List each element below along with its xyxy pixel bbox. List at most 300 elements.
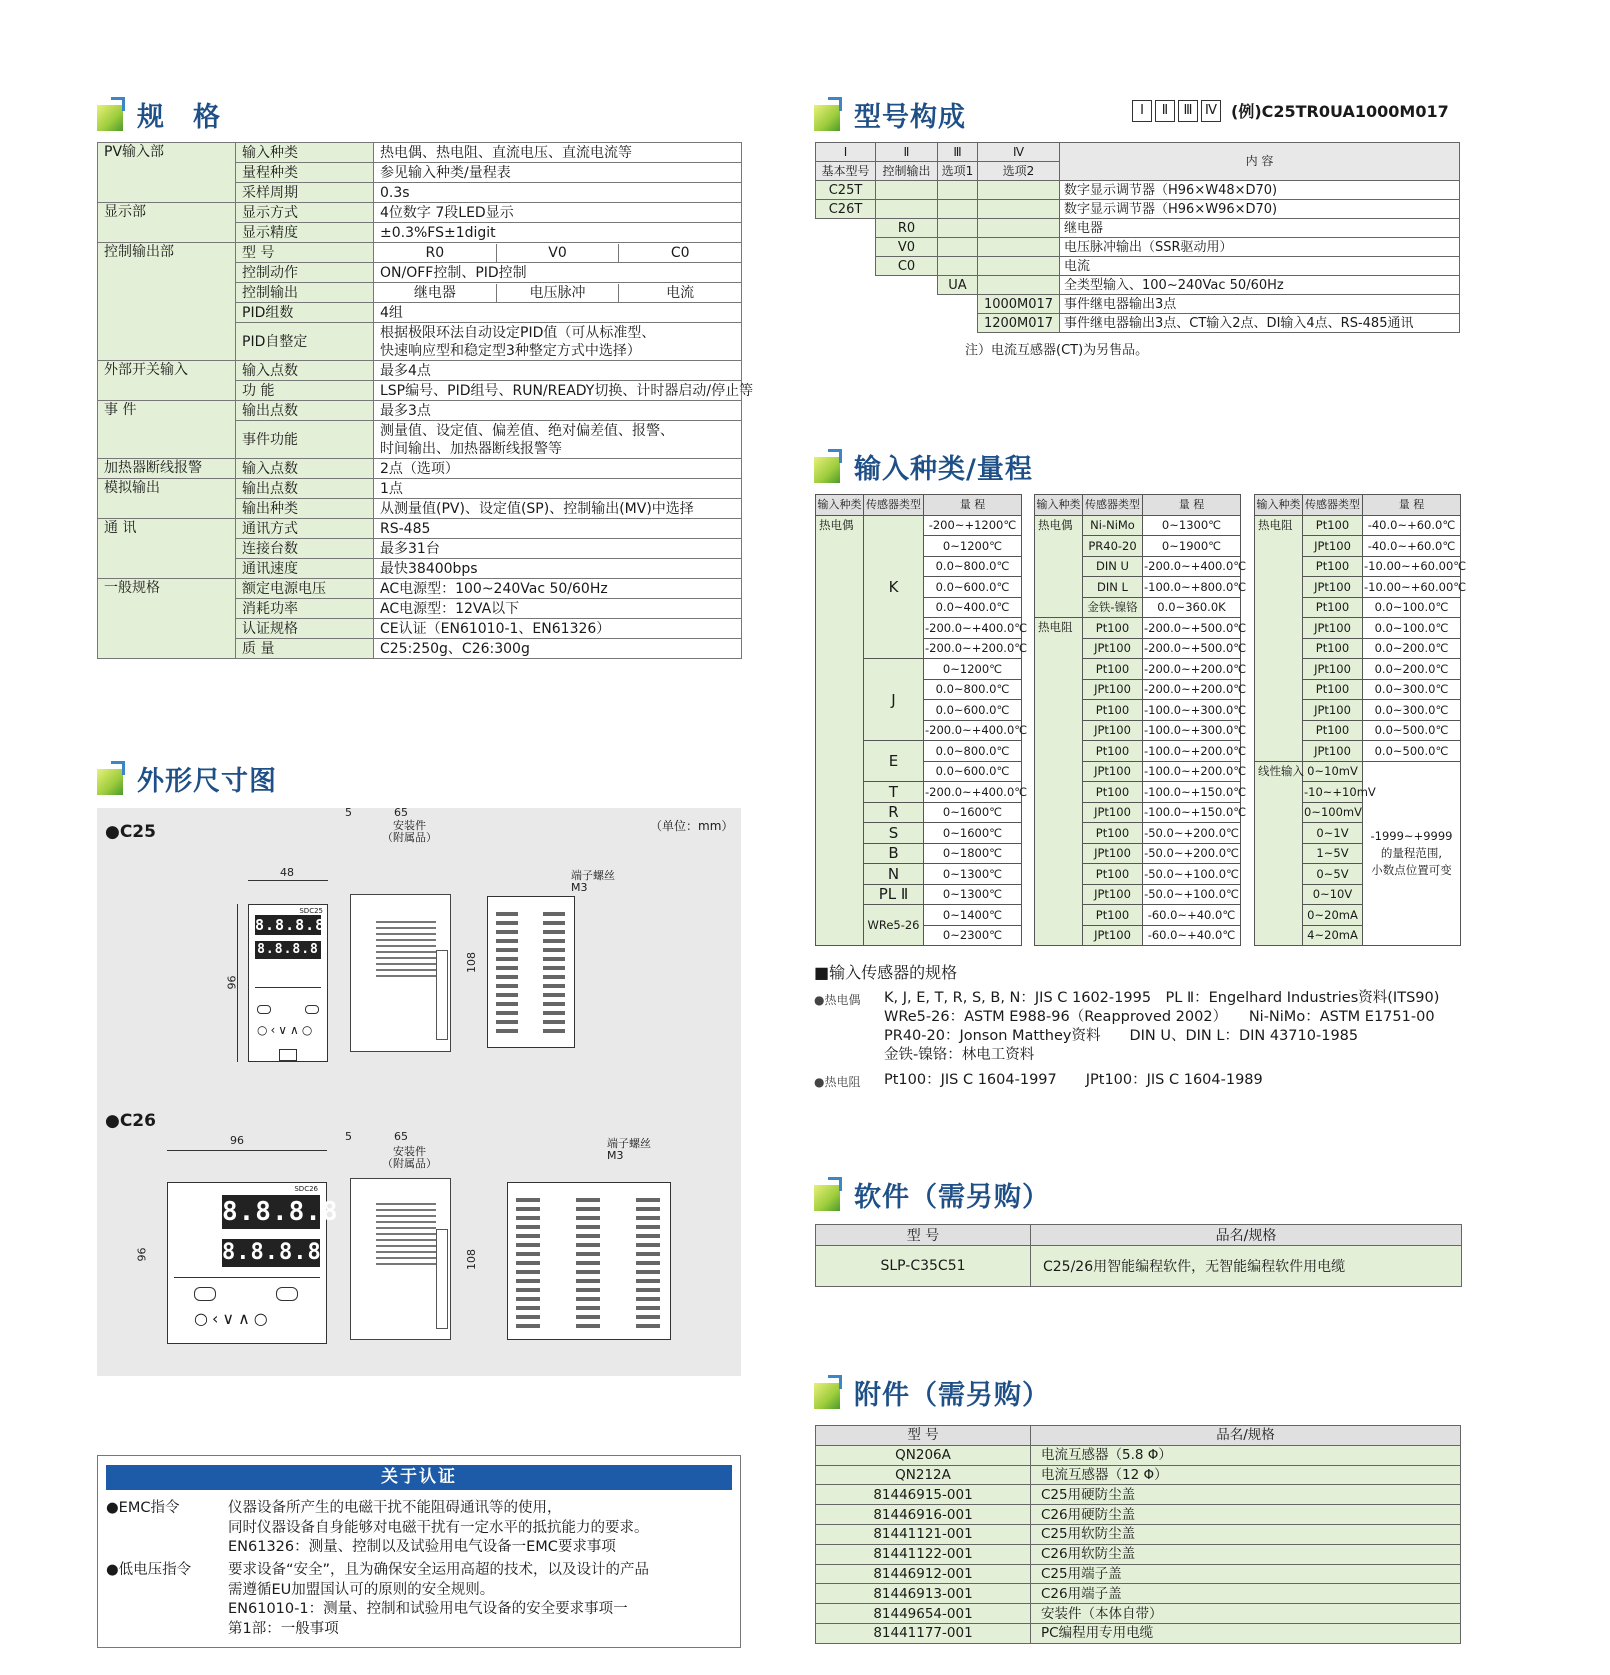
range-value: 0~1200℃ bbox=[924, 536, 1022, 557]
sensor-tc-line: 金铁-镍铬：林电工资料 bbox=[884, 1047, 1035, 1063]
range-sensor: JPt100 bbox=[1303, 536, 1363, 557]
model-head-output: 控制输出 bbox=[876, 162, 938, 181]
range-sensor: Pt100 bbox=[1083, 618, 1143, 639]
range-sensor: DIN U bbox=[1083, 556, 1143, 577]
spec-group: 显示部 bbox=[98, 203, 236, 243]
spec-value: CE认证（EN61010-1、EN61326） bbox=[374, 619, 742, 639]
range-value: -60.0~+40.0℃ bbox=[1143, 905, 1241, 926]
accessory-desc: PC编程用专用电缆 bbox=[1031, 1623, 1461, 1643]
accessory-desc: C26用端子盖 bbox=[1031, 1584, 1461, 1604]
range-value: -100.0~+800.0℃ bbox=[1143, 577, 1241, 598]
range-sensor: Pt100 bbox=[1303, 515, 1363, 536]
range-value: 0.0~500.0℃ bbox=[1363, 720, 1461, 741]
spec-value: 1点 bbox=[374, 479, 742, 499]
range-sensor: Pt100 bbox=[1083, 782, 1143, 803]
accessory-row bbox=[816, 1445, 1461, 1465]
range-value: -100.0~+200.0℃ bbox=[1143, 761, 1241, 782]
range-head-type: 输入种类 bbox=[1255, 495, 1303, 516]
spec-value: 参见输入种类/量程表 bbox=[374, 163, 742, 183]
accessory-row bbox=[816, 1604, 1461, 1624]
model-desc: 事件继电器输出3点 bbox=[1060, 295, 1460, 314]
range-table-3 bbox=[1254, 494, 1467, 946]
range-category: 热电偶 bbox=[1035, 515, 1083, 618]
range-sensor: JPt100 bbox=[1303, 741, 1363, 762]
dim-65: 65 bbox=[394, 1130, 408, 1143]
arrow-keys-icon: ○‹∨∧○ bbox=[194, 1309, 272, 1328]
range-value: -60.0~+40.0℃ bbox=[1143, 925, 1241, 946]
range-value: 0~1600℃ bbox=[924, 823, 1022, 844]
range-sensor: JPt100 bbox=[1083, 761, 1143, 782]
spec-row bbox=[98, 401, 742, 421]
spec-value: 最快38400bps bbox=[374, 559, 742, 579]
emc-text: 仪器设备所产生的电磁干扰不能阻碍通讯等的使用， 同时仪器设备自身能够对电磁干扰有一定水平的抵抗能力的要求。 EN61326：测量、控制以及试验用电气设备一EMC要求事项 bbox=[228, 1500, 649, 1555]
range-value: -50.0~+100.0℃ bbox=[1143, 864, 1241, 885]
range-table-2 bbox=[1034, 494, 1247, 946]
range-sensor: 0~10V bbox=[1303, 884, 1363, 905]
model-desc: 电流 bbox=[1060, 257, 1460, 276]
range-sensor: DIN L bbox=[1083, 577, 1143, 598]
terminal-block bbox=[516, 1193, 540, 1331]
range-value: -200.0~+400.0℃ bbox=[1143, 556, 1241, 577]
spec-item: 采样周期 bbox=[236, 183, 374, 203]
range-row bbox=[1255, 515, 1461, 536]
accessory-row bbox=[816, 1485, 1461, 1505]
side-terminals bbox=[436, 1229, 448, 1329]
range-sensor: -10~+10mV bbox=[1303, 782, 1363, 803]
range-sensor: Pt100 bbox=[1083, 864, 1143, 885]
accessory-row bbox=[816, 1524, 1461, 1544]
range-sensor: Pt100 bbox=[1303, 638, 1363, 659]
spec-item: 质 量 bbox=[236, 639, 374, 659]
spec-value bbox=[374, 243, 742, 263]
spec-group: 模拟输出 bbox=[98, 479, 236, 519]
range-table-1 bbox=[815, 494, 1028, 946]
spec-value: 从测量值(PV)、设定值(SP)、控制输出(MV)中选择 bbox=[374, 499, 742, 519]
software-head-desc: 品名/规格 bbox=[1031, 1225, 1462, 1246]
spec-value: AC电源型：100~240Vac 50/60Hz bbox=[374, 579, 742, 599]
dim-5: 5 bbox=[345, 1130, 352, 1143]
model-head-3: Ⅲ bbox=[938, 143, 978, 162]
model-row bbox=[816, 295, 1460, 314]
range-value: 0.0~800.0℃ bbox=[924, 741, 1022, 762]
range-sensor: Pt100 bbox=[1083, 905, 1143, 926]
spec-row bbox=[98, 459, 742, 479]
range-value: -200.0~+400.0℃ bbox=[924, 720, 1022, 741]
range-value: 0.0~300.0℃ bbox=[1363, 679, 1461, 700]
sensor-spec-title: ■输入传感器的规格 bbox=[814, 963, 958, 982]
section-bullet-icon bbox=[814, 449, 848, 483]
range-row bbox=[1035, 515, 1241, 536]
spec-item: 输出点数 bbox=[236, 479, 374, 499]
range-sensor: Pt100 bbox=[1303, 597, 1363, 618]
accessory-code: 81441121-001 bbox=[816, 1524, 1031, 1544]
dim-width-48: 48 bbox=[280, 866, 294, 879]
accessory-code: 81446912-001 bbox=[816, 1564, 1031, 1584]
range-head-type: 输入种类 bbox=[1035, 495, 1083, 516]
range-sensor: Ni-NiMo bbox=[1083, 515, 1143, 536]
spec-group: 外部开关输入 bbox=[98, 361, 236, 401]
accessory-desc: 电流互感器（5.8 Φ） bbox=[1031, 1445, 1461, 1465]
spec-item: 量程种类 bbox=[236, 163, 374, 183]
model-note: 注）电流互感器(CT)为另售品。 bbox=[965, 343, 1149, 358]
range-sensor: JPt100 bbox=[1083, 925, 1143, 946]
model-mark: SDC25 bbox=[299, 907, 323, 915]
range-sensor: J bbox=[864, 659, 924, 741]
range-value: 0.0~100.0℃ bbox=[1363, 597, 1461, 618]
range-value: -100.0~+300.0℃ bbox=[1143, 700, 1241, 721]
emc-label: ●EMC指令 bbox=[106, 1500, 180, 1516]
model-row bbox=[816, 276, 1460, 295]
spec-group: 一般规格 bbox=[98, 579, 236, 659]
spec-value: 热电偶、热电阻、直流电压、直流电流等 bbox=[374, 143, 742, 163]
spec-value-part: V0 bbox=[496, 244, 619, 262]
spec-group: PV输入部 bbox=[98, 143, 236, 203]
range-value: -40.0~+60.0℃ bbox=[1363, 536, 1461, 557]
range-head-range: 量 程 bbox=[1143, 495, 1241, 516]
spec-item: 控制输出 bbox=[236, 283, 374, 303]
range-sensor: S bbox=[864, 823, 924, 844]
range-value: -100.0~+300.0℃ bbox=[1143, 720, 1241, 741]
range-value: -100.0~+150.0℃ bbox=[1143, 782, 1241, 803]
software-head-model: 型 号 bbox=[816, 1225, 1031, 1246]
range-category: 热电偶 bbox=[816, 515, 864, 946]
accessory-row bbox=[816, 1564, 1461, 1584]
section-bullet-icon bbox=[97, 97, 131, 131]
range-value: -50.0~+200.0℃ bbox=[1143, 823, 1241, 844]
linear-range-note: -1999~+9999 的量程范围, 小数点位置可变 bbox=[1363, 761, 1461, 946]
key-icon bbox=[194, 1287, 216, 1301]
spec-value-part: C0 bbox=[618, 244, 741, 262]
pv-display: 8.8.8.8 bbox=[255, 916, 326, 934]
spec-value-part: 电流 bbox=[618, 284, 741, 302]
accessory-desc: C25用硬防尘盖 bbox=[1031, 1485, 1461, 1505]
accessory-desc: C26用硬防尘盖 bbox=[1031, 1505, 1461, 1525]
range-value: 0.0~800.0℃ bbox=[924, 679, 1022, 700]
section-bullet-icon bbox=[97, 761, 131, 795]
spec-value: RS-485 bbox=[374, 519, 742, 539]
spec-item: 功 能 bbox=[236, 381, 374, 401]
key-icon bbox=[257, 1005, 271, 1014]
range-sensor: T bbox=[864, 782, 924, 803]
range-category: 线性输入 bbox=[1255, 761, 1303, 946]
dim-height-96: 96 bbox=[135, 1247, 149, 1262]
spec-item: 输出种类 bbox=[236, 499, 374, 519]
spec-group: 通 讯 bbox=[98, 519, 236, 579]
spec-value-part: 继电器 bbox=[413, 284, 456, 301]
model-desc: 数字显示调节器（H96×W48×D70) bbox=[1060, 181, 1460, 200]
c25-side-view bbox=[350, 894, 451, 1052]
accessory-desc: 电流互感器（12 Φ） bbox=[1031, 1465, 1461, 1485]
range-value: 0.0~300.0℃ bbox=[1363, 700, 1461, 721]
range-sensor: 金铁-镍铬 bbox=[1083, 597, 1143, 618]
screw-label: 端子螺丝 M3 bbox=[571, 869, 615, 894]
spec-group: 加热器断线报警 bbox=[98, 459, 236, 479]
range-sensor: 0~5V bbox=[1303, 864, 1363, 885]
spec-item: 输入点数 bbox=[236, 459, 374, 479]
sensor-tc-line: K, J, E, T, R, S, B, N：JIS C 1602-1995 PL Ⅱ：Engelhard Industries资料(ITS90) bbox=[884, 990, 1440, 1006]
sensor-rtd-line: Pt100：JIS C 1604-1997 JPt100：JIS C 1604-1989 bbox=[884, 1072, 1263, 1088]
range-sensor: Pt100 bbox=[1303, 720, 1363, 741]
accessory-head-desc: 品名/规格 bbox=[1031, 1426, 1461, 1446]
c26-front-view bbox=[167, 1182, 339, 1344]
certification-title: 关于认证 bbox=[106, 1465, 732, 1490]
dim-width-96: 96 bbox=[230, 1134, 244, 1147]
spec-value: AC电源型：12VA以下 bbox=[374, 599, 742, 619]
side-vents bbox=[376, 1199, 436, 1269]
range-value: -200.0~+200.0℃ bbox=[1143, 679, 1241, 700]
c26-side-view bbox=[350, 1178, 451, 1340]
dimension-drawing-panel bbox=[97, 808, 741, 1376]
range-value: 0.0~600.0℃ bbox=[924, 577, 1022, 598]
spec-value: C25:250g、C26:300g bbox=[374, 639, 742, 659]
model-code: 1200M017 bbox=[978, 314, 1060, 333]
range-value: 0~1300℃ bbox=[924, 864, 1022, 885]
spec-value: 测量值、设定值、偏差值、绝对偏差值、报警、 时间输出、加热器断线报警等 bbox=[374, 421, 742, 459]
spec-value: 最多31台 bbox=[374, 539, 742, 559]
accessory-desc: C25用软防尘盖 bbox=[1031, 1524, 1461, 1544]
range-section-title: 输入种类/量程 bbox=[814, 444, 1033, 488]
roman-box: Ⅱ bbox=[1155, 100, 1175, 122]
model-code: UA bbox=[938, 276, 978, 295]
spec-row bbox=[98, 361, 742, 381]
sensor-tc-line: PR40-20：Jonson Matthey资料 DIN U、DIN L：DIN 43710-1985 bbox=[884, 1028, 1359, 1044]
range-sensor: WRe5-26 bbox=[864, 905, 924, 946]
model-head-1: Ⅰ bbox=[816, 143, 876, 162]
accessory-code: 81446916-001 bbox=[816, 1505, 1031, 1525]
range-sensor: JPt100 bbox=[1303, 618, 1363, 639]
range-value: 0~1200℃ bbox=[924, 659, 1022, 680]
spec-value: 2点（选项） bbox=[374, 459, 742, 479]
range-value: -10.00~+60.00℃ bbox=[1363, 556, 1461, 577]
terminal-block bbox=[496, 907, 518, 1037]
model-example bbox=[1132, 99, 1449, 122]
accessory-code: QN212A bbox=[816, 1465, 1031, 1485]
spec-value bbox=[374, 283, 742, 303]
range-sensor: K bbox=[864, 515, 924, 659]
accessory-head-model: 型 号 bbox=[816, 1426, 1031, 1446]
range-head-sensor: 传感器类型 bbox=[864, 495, 924, 516]
model-section-title: 型号构成 bbox=[814, 92, 966, 136]
range-value: -100.0~+150.0℃ bbox=[1143, 802, 1241, 823]
side-terminals bbox=[436, 950, 448, 1040]
model-head-2: Ⅱ bbox=[876, 143, 938, 162]
range-value: 0.0~100.0℃ bbox=[1363, 618, 1461, 639]
range-value: 0.0~200.0℃ bbox=[1363, 638, 1461, 659]
mount-label: 安装件 （附属品） bbox=[382, 1145, 437, 1170]
range-value: 0.0~360.0K bbox=[1143, 597, 1241, 618]
spec-value: 最多3点 bbox=[374, 401, 742, 421]
model-row bbox=[816, 219, 1460, 238]
dim-line bbox=[167, 1150, 327, 1151]
spec-value: 最多4点 bbox=[374, 361, 742, 381]
roman-box: Ⅲ bbox=[1178, 100, 1198, 122]
dim-108: 108 bbox=[465, 1249, 478, 1270]
section-bullet-icon bbox=[814, 97, 848, 131]
range-sensor: 1~5V bbox=[1303, 843, 1363, 864]
model-code: C25T bbox=[816, 181, 876, 200]
spec-value: 4位数字 7段LED显示 bbox=[374, 203, 742, 223]
spec-item: 额定电源电压 bbox=[236, 579, 374, 599]
sv-display: 8.8.8.8 bbox=[255, 941, 321, 959]
spec-item: 显示方式 bbox=[236, 203, 374, 223]
spec-row bbox=[98, 203, 742, 223]
range-sensor: PR40-20 bbox=[1083, 536, 1143, 557]
model-table bbox=[815, 142, 1460, 358]
spec-item: 显示精度 bbox=[236, 223, 374, 243]
roman-boxes bbox=[1132, 100, 1221, 122]
spec-value-part: R0 bbox=[425, 244, 445, 261]
low-voltage-label: ●低电压指令 bbox=[106, 1562, 192, 1578]
spec-item: 消耗功率 bbox=[236, 599, 374, 619]
model-row bbox=[816, 181, 1460, 200]
screw-label: 端子螺丝 M3 bbox=[607, 1137, 651, 1162]
sensor-rtd-label: ●热电阻 bbox=[814, 1075, 861, 1089]
range-value: -200~+1200℃ bbox=[924, 515, 1022, 536]
accessory-section-title: 附件（需另购） bbox=[814, 1370, 1050, 1414]
unit-note: （单位：mm） bbox=[650, 819, 734, 833]
spec-section-title: 规 格 bbox=[97, 92, 221, 136]
range-value: -100.0~+200.0℃ bbox=[1143, 741, 1241, 762]
accessory-row bbox=[816, 1623, 1461, 1643]
spec-item: 通讯速度 bbox=[236, 559, 374, 579]
panel-divider bbox=[255, 987, 321, 988]
range-value: 0.0~500.0℃ bbox=[1363, 741, 1461, 762]
range-sensor: Pt100 bbox=[1083, 700, 1143, 721]
model-desc: 全类型输入、100~240Vac 50/60Hz bbox=[1060, 276, 1460, 295]
spec-value-part: 电压脉冲 bbox=[496, 284, 619, 302]
sv-display: 8.8.8.8 bbox=[222, 1240, 322, 1265]
range-value: 0.0~600.0℃ bbox=[924, 700, 1022, 721]
range-sensor: 0~1V bbox=[1303, 823, 1363, 844]
accessory-row bbox=[816, 1584, 1461, 1604]
arrow-keys-icon: ○‹∨∧○ bbox=[257, 1023, 316, 1037]
range-value: -50.0~+100.0℃ bbox=[1143, 884, 1241, 905]
model-code: 1000M017 bbox=[978, 295, 1060, 314]
range-sensor: JPt100 bbox=[1083, 884, 1143, 905]
accessory-desc: 安装件（本体自带） bbox=[1031, 1604, 1461, 1624]
range-value: 0.0~200.0℃ bbox=[1363, 659, 1461, 680]
pv-display: 8.8.8.8 bbox=[222, 1197, 339, 1227]
range-sensor: Pt100 bbox=[1083, 741, 1143, 762]
spec-item: 事件功能 bbox=[236, 421, 374, 459]
spec-item: 通讯方式 bbox=[236, 519, 374, 539]
accessory-code: 81446913-001 bbox=[816, 1584, 1031, 1604]
low-voltage-block bbox=[106, 1561, 734, 1641]
accessory-code: 81446915-001 bbox=[816, 1485, 1031, 1505]
dim-108: 108 bbox=[465, 952, 478, 973]
range-value: 0.0~600.0℃ bbox=[924, 761, 1022, 782]
terminal-block bbox=[576, 1193, 600, 1331]
spec-item: 连接台数 bbox=[236, 539, 374, 559]
c25-front-view bbox=[248, 904, 328, 1062]
accessory-row bbox=[816, 1544, 1461, 1564]
model-code: C26T bbox=[816, 200, 876, 219]
accessory-row bbox=[816, 1505, 1461, 1525]
model-example-code: (例)C25TR0UA1000M017 bbox=[1231, 102, 1449, 121]
model-head-opt2: 选项2 bbox=[978, 162, 1060, 181]
range-head-type: 输入种类 bbox=[816, 495, 864, 516]
spec-value: 4组 bbox=[374, 303, 742, 323]
range-sensor: PL Ⅱ bbox=[864, 884, 924, 905]
accessory-code: 81449654-001 bbox=[816, 1604, 1031, 1624]
range-value: 0~2300℃ bbox=[924, 925, 1022, 946]
range-row bbox=[816, 515, 1022, 536]
range-sensor: JPt100 bbox=[1303, 659, 1363, 680]
range-sensor: JPt100 bbox=[1303, 577, 1363, 598]
range-value: -200.0~+500.0℃ bbox=[1143, 618, 1241, 639]
spec-group: 事 件 bbox=[98, 401, 236, 459]
spec-value: 0.3s bbox=[374, 183, 742, 203]
spec-value: 根据极限环法自动设定PID值（可从标准型、 快速响应型和稳定型3种整定方式中选择） bbox=[374, 323, 742, 361]
range-sensor: N bbox=[864, 864, 924, 885]
spec-item: PID组数 bbox=[236, 303, 374, 323]
range-head-sensor: 传感器类型 bbox=[1083, 495, 1143, 516]
range-sensor: Pt100 bbox=[1303, 679, 1363, 700]
range-sensor: JPt100 bbox=[1083, 638, 1143, 659]
section-bullet-icon bbox=[814, 1177, 848, 1211]
range-value: 0~1300℃ bbox=[924, 884, 1022, 905]
software-desc: C25/26用智能编程软件，无智能编程软件用电缆 bbox=[1031, 1246, 1462, 1287]
spec-table bbox=[97, 142, 754, 659]
range-head-range: 量 程 bbox=[924, 495, 1022, 516]
c26-rear-view bbox=[507, 1182, 671, 1340]
mount-label: 安装件 （附属品） bbox=[382, 819, 437, 844]
range-value: 0~1400℃ bbox=[924, 905, 1022, 926]
accessory-row bbox=[816, 1465, 1461, 1485]
range-value: 0~1300℃ bbox=[1143, 515, 1241, 536]
side-vents bbox=[376, 917, 436, 977]
dim-height-96: 96 bbox=[225, 975, 239, 990]
dim-5: 5 bbox=[345, 806, 352, 819]
range-value: -200.0~+200.0℃ bbox=[1143, 659, 1241, 680]
spec-group: 控制输出部 bbox=[98, 243, 236, 361]
range-row bbox=[1035, 618, 1241, 639]
dim-line bbox=[237, 904, 238, 1062]
range-head-sensor: 传感器类型 bbox=[1303, 495, 1363, 516]
model-mark: SDC26 bbox=[294, 1185, 318, 1193]
sensor-tc-line: WRe5-26：ASTM E988-96（Reapproved 2002） Ni-NiMo：ASTM E1751-00 bbox=[884, 1009, 1435, 1025]
range-sensor: R bbox=[864, 802, 924, 823]
section-bullet-icon bbox=[814, 1375, 848, 1409]
accessory-code: 81441122-001 bbox=[816, 1544, 1031, 1564]
spec-item: 输出点数 bbox=[236, 401, 374, 421]
low-voltage-text: 要求设备“安全”，且为确保安全运用高超的技术，以及设计的产品 需遵循EU加盟国认可的原则的安全规则。 EN61010-1：测量、控制和试验用电气设备的安全要求事项一 第1部：一般事项 bbox=[228, 1562, 650, 1637]
model-row bbox=[816, 257, 1460, 276]
range-value: 0~1900℃ bbox=[1143, 536, 1241, 557]
range-category: 热电阻 bbox=[1255, 515, 1303, 761]
spec-item: 输入种类 bbox=[236, 143, 374, 163]
roman-box: Ⅰ bbox=[1132, 100, 1152, 122]
dimension-section-title: 外形尺寸图 bbox=[97, 756, 277, 800]
model-desc: 事件继电器输出3点、CT输入2点、DI输入4点、RS-485通讯 bbox=[1060, 314, 1460, 333]
accessory-code: 81441177-001 bbox=[816, 1623, 1031, 1643]
spec-row bbox=[98, 519, 742, 539]
model-desc: 继电器 bbox=[1060, 219, 1460, 238]
range-sensor: 0~10mV bbox=[1303, 761, 1363, 782]
range-value: -200.0~+400.0℃ bbox=[924, 782, 1022, 803]
range-head-range: 量 程 bbox=[1363, 495, 1461, 516]
software-table bbox=[815, 1224, 1462, 1287]
model-code: R0 bbox=[876, 219, 938, 238]
key-icon bbox=[276, 1287, 298, 1301]
panel-divider bbox=[174, 1277, 320, 1278]
range-row bbox=[1255, 761, 1461, 782]
model-row bbox=[816, 200, 1460, 219]
sensor-tc-label: ●热电偶 bbox=[814, 993, 861, 1007]
range-sensor: E bbox=[864, 741, 924, 782]
spec-item: 控制动作 bbox=[236, 263, 374, 283]
model-head-base: 基本型号 bbox=[816, 162, 876, 181]
